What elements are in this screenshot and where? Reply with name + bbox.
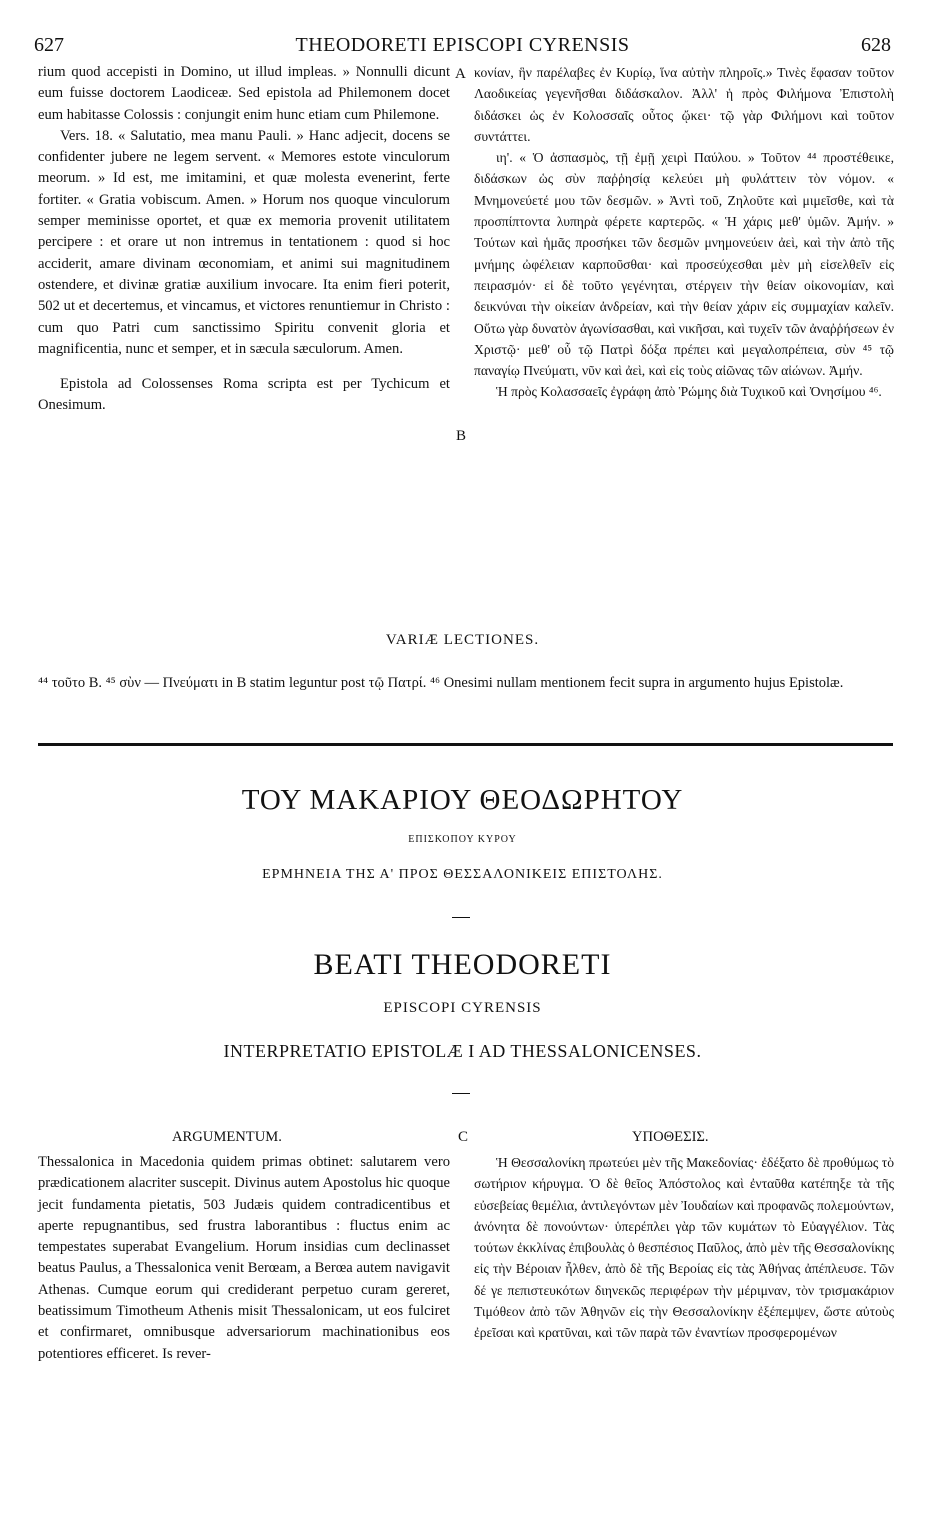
margin-marker-a: A	[455, 66, 466, 82]
latin-paragraph: Vers. 18. « Salutatio, mea manu Pauli. » Hanc adjecit, docens se confidenter jubere ne legem servent. « Memores estote vinculorum meorum. » Id est, me imitamini, et quæ molesta evenerint, ferte fortiter. « Gratia vobiscum. Amen. » Horum nos quoque vinculorum semper meminisse oportet, et quæ ex memoria provenit utilitatem percipere : et orare ut non intremus in tentationem : quod si hoc acciderit, amare divinam œconomiam, et animi sui magnitudinem ostendere, et divinæ gratiæ auxilium invocare. Ita enim fieri poterit, 502 ut et decertemus, et vincamus, et victores renuntiemur in Christo : cum quo Patri cum sanctissimo Spiritu convenit gloria et magnificentia, nunc et semper, et in sæcula sæculorum. Amen.	[38, 127, 450, 357]
greek-paragraph: Ἡ πρὸς Κολασσαεῖς ἐγράφη ἀπὸ Ῥώμης διὰ Τυχικοῦ καὶ Ὀνησίμου ⁴⁶.	[496, 384, 882, 400]
section-divider	[38, 743, 893, 746]
short-divider	[452, 917, 470, 918]
greek-paragraph: κονίαν, ἣν παρέλαβες ἐν Κυρίῳ, ἵνα αὐτὴν πληροῖς.» Τινὲς ἔφασαν τοῦτον Λαοδικείας γεγενῆσθαι διδάσκαλον. Ἀλλ' ἡ πρὸς Φιλήμονα Ἐπιστολὴ διδάσκει ὡς ἐν Κολοσσαῖς οὗτος ᾤκει· τῷ γὰρ Φιλήμονι καὶ τοῦτον συντάττει.	[474, 65, 894, 144]
hypothesis-heading: ΥΠΟΘΕΣΙΣ.	[632, 1129, 709, 1145]
latin-column-bottom	[38, 1152, 450, 1365]
running-title: THEODORETI EPISCOPI CYRENSIS	[295, 34, 630, 56]
running-head	[34, 34, 891, 58]
variae-lectiones-title: VARIÆ LECTIONES.	[385, 632, 540, 648]
greek-column-bottom	[474, 1152, 894, 1344]
latin-subtitle: EPISCOPI CYRENSIS	[383, 1000, 542, 1016]
greek-subtitle: ΕΠΙΣΚΟΠΟΥ ΚΥΡΟΥ	[408, 834, 517, 845]
latin-interpretation-title: INTERPRETATIO EPISTOLÆ I AD THESSALONICENSES.	[223, 1041, 702, 1061]
greek-main-title: ΤΟΥ ΜΑΚΑΡΙΟΥ ΘΕΟΔΩΡΗΤΟΥ	[241, 784, 684, 816]
margin-marker-c: C	[458, 1129, 469, 1145]
page-number-left: 627	[34, 34, 64, 56]
short-divider	[452, 1093, 470, 1094]
greek-column-top	[474, 62, 894, 403]
hypothesis-text: Ἡ Θεσσαλονίκη πρωτεύει μὲν τῆς Μακεδονίας· ἐδέξατο δὲ προθύμως τὸ σωτήριον κήρυγμα. Ὁ δὲ θεῖος Ἀπόστολος καὶ ἐνταῦθα κατέπηξε τὰ τῆς εὐσεβείας θεμέλια, ἀντιλεγόντων μὲν Ἰουδαίων καὶ προφανῶς πολεμούντων, ἀνόνητα δὲ πονούντων· ὑπερέπλει γὰρ τῶν κυμάτων τὸ Εὐαγγέλιον. Τὰς τούτων ἐκκλίνας ἐπιβουλὰς ὁ θεσπέσιος Παῦλος, ἀπὸ μὲν τῆς Θεσσαλονίκης εἰς τὴν Βέροιαν ἦλθεν, ἀπὸ δὲ τῆς Βεροίας εἰς τὰς Ἀθήνας ἀπέπλευσε. Τῶν δέ γε πεπιστευκότων διηνεκῶς περιφέρων τὴν μέριμναν, τὸν τρισμακάριον Τιμόθεον ἀπὸ τῶν Ἀθηνῶν εἰς τὴν Θεσσαλονίκην ἐξέπεμψεν, ὥστε αὐτοὺς ἐρεῖσαι καὶ κρατῦναι, καὶ τῶν παρὰ τῶν ἐναντίων προσφερομένων	[474, 1155, 894, 1341]
variae-lectiones-text: ⁴⁴ τοῦτο B. ⁴⁵ σὺν — Πνεύματι in B statim leguntur post τῷ Πατρί. ⁴⁶ Onesimi nullam mentionem fecit supra in argumento hujus Epistolæ.	[38, 675, 844, 691]
latin-paragraph: rium quod accepisti in Domino, ut illud impleas. » Nonnulli dicunt eum fuisse doctorem Laodiceæ. Sed epistola ad Philemonem docet eum habitasse Colossis : conjungit enim hunc etiam cum Philemone.	[38, 64, 450, 123]
latin-paragraph: Epistola ad Colossenses Roma scripta est per Tychicum et Onesimum.	[38, 376, 450, 414]
page-number-right: 628	[861, 34, 891, 56]
greek-paragraph: ιη'. « Ὁ ἀσπασμὸς, τῇ ἐμῇ χειρὶ Παύλου. » Τοῦτον ⁴⁴ προστέθεικε, διδάσκων ὡς σὺν παῤῥησίᾳ κελεύει μὴ φυλάττειν τὸν νόμον. « Μνημονεύετέ μου τῶν δεσμῶν. » Ἀντὶ τοῦ, Ζηλοῦτε καὶ μιμεῖσθε, καὶ τὰ προσπίπτοντα λυπηρὰ φέρετε καρτερῶς. « Ἡ χάρις μεθ' ὑμῶν. Ἀμήν. » Τούτων καὶ ἡμᾶς προσήκει τῶν δεσμῶν μνημονεύειν ἀεὶ, καὶ τὴν ἀπὸ τῆς μνήμης ὠφέλειαν καρποῦσθαι· καὶ προσεύχεσθαι μὲν μὴ εἰσελθεῖν εἰς πειρασμόν· εἰ δὲ τοῦτο γεγένηται, στέργειν τὴν θείαν οἰκονομίαν, καὶ δεικνύναι τὴν οἰκείαν ἀνδρείαν, καὶ τὴν θείαν χάριν εἰς συμμαχίαν καλεῖν. Οὕτω γὰρ δυνατὸν ἀγωνίσασθαι, καὶ νικῆσαι, καὶ τυχεῖν τῶν ἀναῤῥήσεων ἐν Χριστῷ· μεθ' οὗ τῷ Πατρὶ δόξα πρέπει καὶ μεγαλοπρέπεια, σὺν ⁴⁵ τῷ παναγίῳ Πνεύματι, νῦν καὶ ἀεὶ, καὶ εἰς τοὺς αἰῶνας τῶν αἰώνων. Ἀμήν.	[474, 150, 894, 379]
latin-column-top	[38, 62, 450, 417]
latin-main-title: BEATI THEODORETI	[313, 948, 612, 981]
argumentum-heading: ARGUMENTUM.	[172, 1129, 282, 1145]
margin-marker-b: B	[456, 428, 467, 444]
greek-interpretation-title: ΕΡΜΗΝΕΙΑ ΤΗΣ Α' ΠΡΟΣ ΘΕΣΣΑΛΟΝΙΚΕΙΣ ΕΠΙΣΤΟΛΗΣ.	[262, 867, 663, 882]
argumentum-text: Thessalonica in Macedonia quidem primas obtinet: salutarem vero prædicationem alacriter suscepit. Divinus autem Apostolus hic quoque jecit fundamenta pietatis, 503 Judæis quidem contradicentibus et aperte repugnantibus, sed frustra laborantibus : fluctus enim ac tempestates superabat Evangelium. Horum insidias cum declinasset beatus Paulus, a Thessalonica venit Berœam, a Berœa autem navigavit Athenas. Cumque eorum qui crediderant perpetuo curam gereret, beatissimum Timotheum Athenis misit Thessalonicam, ut eos fulciret et confirmaret, omnibusque adversariorum machinationibus eos potentiores efficeret. Is rever-	[38, 1154, 450, 1362]
